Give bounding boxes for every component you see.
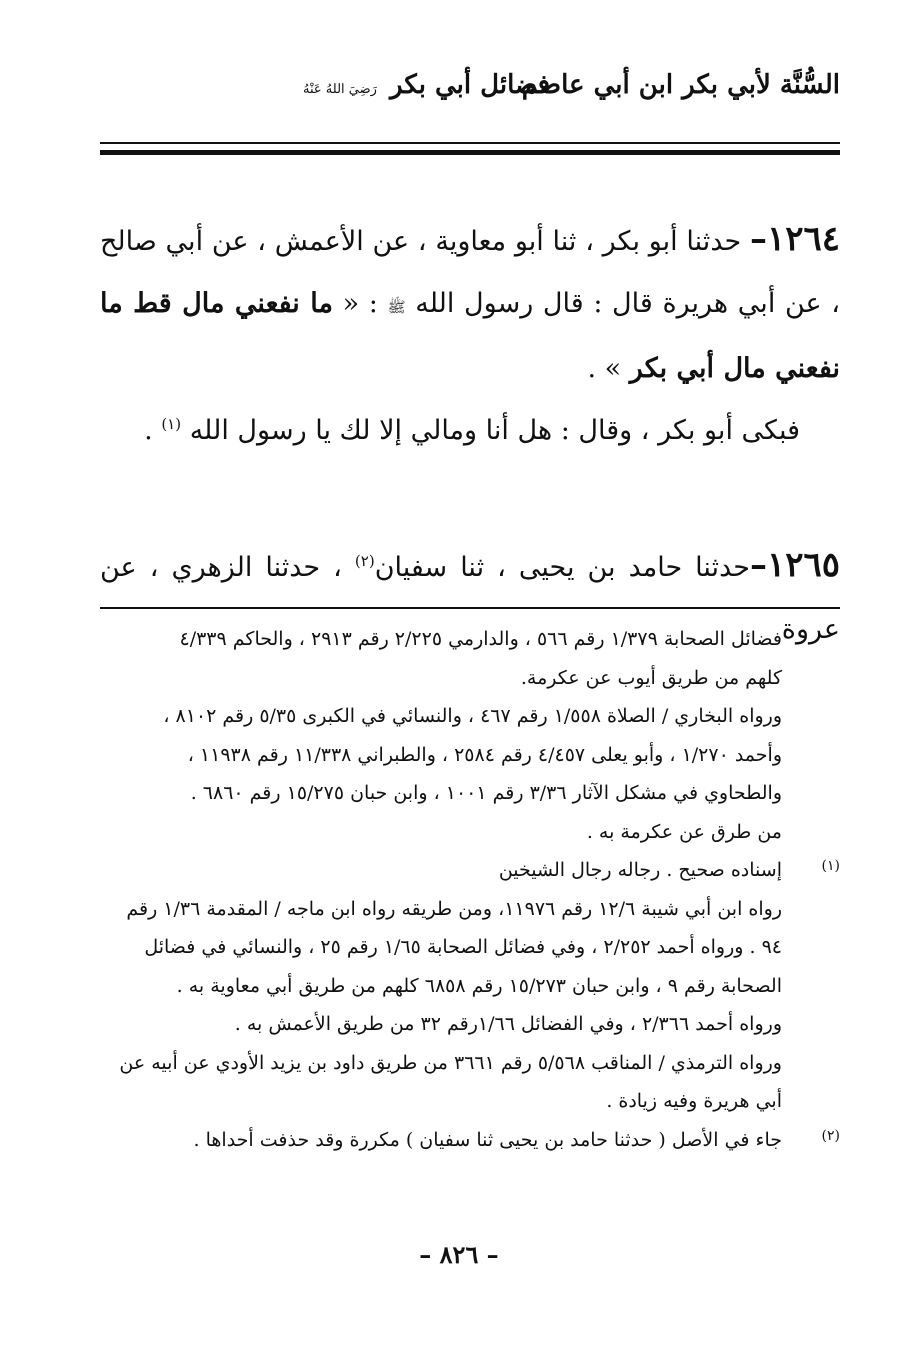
page-number: – ٨٢٦ – xyxy=(419,1240,499,1269)
prophetic-quote: ما نفعني مال قط ما نفعني مال أبي بكر xyxy=(100,288,840,384)
hadith-number: ١٢٦٥– xyxy=(749,545,840,585)
footnote-line-text: إسناده صحيح . رجاله رجال الشيخين xyxy=(498,859,782,881)
quote-close: » . xyxy=(587,353,630,384)
footnote-line: وأحمد ١/٢٧٠ ، وأبو يعلى ٤/٤٥٧ رقم ٢٥٨٤ ، والطبراني ١١/٣٣٨ رقم ١١٩٣٨ ، xyxy=(187,743,782,766)
footnote-line: ورواه أحمد ٢/٣٦٦ ، وفي الفضائل ١/٦٦رقم ٣٢ من طريق الأعمش به . xyxy=(234,1013,782,1035)
hadith-chain: حدثنا أبو بكر ، ثنا أبو معاوية ، عن الأعمش ، عن أبي صالح ، عن أبي هريرة قال : قال رسول الله xyxy=(100,226,840,319)
header-rule-thin xyxy=(100,142,840,144)
footnote-rule xyxy=(100,607,840,609)
footnote-2-marker: (٢) xyxy=(821,1127,840,1144)
hadith-text-a: حدثنا حامد بن يحيى ، ثنا سفيان xyxy=(374,552,750,583)
footnote-line: فضائل الصحابة ١/٣٧٩ رقم ٥٦٦ ، والدارمي ٢/٢٢٥ رقم ٢٩١٣ ، والحاكم ٤/٣٣٩ xyxy=(179,628,782,650)
footnote-2-line xyxy=(100,1121,840,1160)
main-text xyxy=(100,208,840,661)
footnote-line-text: جاء في الأصل ( حدثنا حامد بن يحيى ثنا سفيان ) مكررة وقد حذفت أحداها . xyxy=(193,1128,782,1151)
footnote-1-marker: (١) xyxy=(821,858,840,874)
footnote-1-first-line xyxy=(100,851,840,890)
hadith-text-b: ، حدثنا الزهري ، عن عروة xyxy=(100,552,840,645)
quote-open: : « xyxy=(332,288,388,319)
continuation-text: فبكى أبو بكر ، وقال : هل أنا ومالي إلا لك يا رسول الله xyxy=(189,415,800,446)
footnote-line: الصحابة رقم ٩ ، وابن حبان ١٥/٢٧٣ رقم ٦٨٥٨ كلهم من طريق أبي معاوية به . xyxy=(176,974,782,997)
hadith-1264 xyxy=(100,208,840,400)
footnote-line: ٩٤ . ورواه أحمد ٢/٢٥٢ ، وفي فضائل الصحابة ١/٦٥ رقم ٢٥ ، والنسائي في فضائل xyxy=(144,936,782,958)
footnotes xyxy=(100,620,840,1159)
running-header xyxy=(100,70,840,114)
footnote-ref-2: (٢) xyxy=(354,552,375,570)
footnote-line: ورواه الترمذي / المناقب ٥/٥٦٨ رقم ٣٦٦١ من طريق داود بن يزيد الأودي عن أبيه عن xyxy=(119,1051,782,1074)
footnote-line: كلهم من طريق أيوب عن عكرمة. xyxy=(520,666,782,689)
footnote-line: من طرق عن عكرمة به . xyxy=(586,820,782,843)
footnote-line: والطحاوي في مشكل الآثار ٣/٣٦ رقم ١٠٠١ ، وابن حبان ١٥/٢٧٥ رقم ٦٨٦٠ . xyxy=(190,782,782,804)
footnote-line: أبي هريرة وفيه زيادة . xyxy=(606,1090,782,1112)
footnote-ref-1: (١) xyxy=(161,415,182,433)
chapter-title-text: فضائل أبي بكر xyxy=(390,70,550,100)
continuation-end: . xyxy=(144,415,162,446)
header-rule-thick xyxy=(100,150,840,155)
salutation: ﷺ xyxy=(387,298,406,316)
footnote-line: ورواه البخاري / الصلاة ١/٥٥٨ رقم ٤٦٧ ، والنسائي في الكبرى ٥/٣٥ رقم ٨١٠٢ ، xyxy=(163,705,782,727)
hadith-number: ١٢٦٤– xyxy=(749,219,840,259)
footnote-line: رواه ابن أبي شيبة ١٢/٦ رقم ١١٩٧٦، ومن طريقه رواه ابن ماجه / المقدمة ١/٣٦ رقم xyxy=(126,897,782,920)
hadith-continuation xyxy=(100,400,840,462)
book-title: السُّنَّة لأبي بكر ابن أبي عاصم xyxy=(521,70,840,100)
chapter-title xyxy=(303,70,550,100)
honorific: رَضِيَ اللهُ عَنْهُ xyxy=(303,82,377,97)
